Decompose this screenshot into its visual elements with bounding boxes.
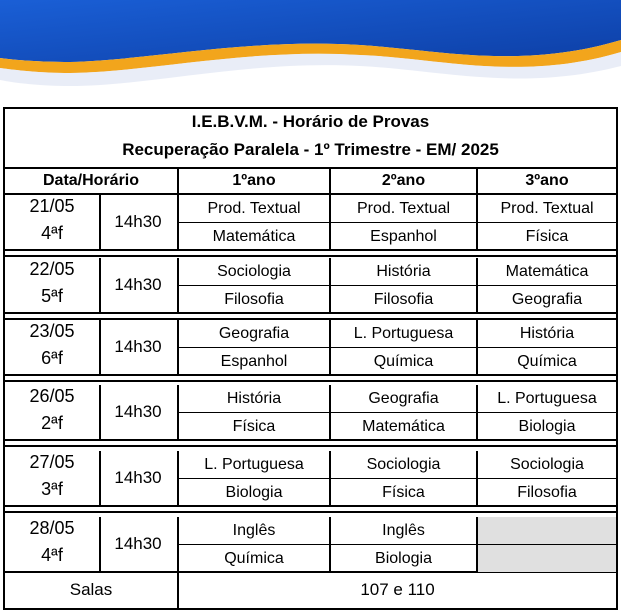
subject-cell: Biologia [518,417,576,435]
subject-cell: Biologia [225,483,283,501]
date-cell [5,385,99,439]
row-gap [5,507,616,513]
subject-cell: Inglês [232,521,276,539]
rooms-label: Salas [69,579,113,599]
time-cell: 14h30 [114,337,162,356]
row-gap [5,441,616,447]
date-cell [5,258,99,312]
subject-cell: Sociologia [510,455,584,473]
subject-cell: Filosofia [373,290,434,308]
subject-cell: Geografia [368,389,439,407]
time-cell: 14h30 [114,402,162,421]
header-date-time: Data/Horário [42,172,140,189]
subject-cell [478,545,616,572]
subject-cell: Física [525,227,569,245]
document-subtitle: Recuperação Paralela - 1º Trimestre - EM/ 2025 [122,140,499,159]
subject-cell: Sociologia [217,262,291,280]
date-text: 22/05 [29,259,75,279]
subject-cell: Matemática [212,227,296,245]
subject-cell: História [226,389,282,407]
schedule-row [5,320,616,376]
weekday-text: 4ªf [41,223,63,243]
header-wave-banner [0,0,621,112]
date-text: 23/05 [29,321,75,341]
date-text: 21/05 [29,196,75,216]
subject-cell: Matemática [505,262,589,280]
subject-cell: Filosofia [517,483,577,501]
subject-cell: Química [517,352,577,370]
date-text: 26/05 [29,386,75,406]
rooms-value: 107 e 110 [360,579,435,599]
schedule-row [5,195,616,251]
footer-row [5,571,616,608]
subject-cell: L. Portuguesa [353,324,454,342]
subject-cell: Inglês [382,521,425,539]
subject-cell: Espanhol [370,227,437,245]
time-cell: 14h30 [114,275,162,294]
subject-cell: Física [382,483,425,501]
subject-cell: L. Portuguesa [204,455,304,473]
subject-cell: Matemática [362,417,445,435]
date-cell [5,195,99,249]
row-gap [5,251,616,257]
weekday-text: 2ªf [41,413,63,433]
subject-cell: Sociologia [366,455,441,473]
subject-cell: Espanhol [220,352,288,370]
time-cell: 14h30 [114,212,162,231]
document-title: I.E.B.V.M. - Horário de Provas [191,112,430,131]
subject-cell: História [519,324,575,342]
subject-cell: L. Portuguesa [497,389,597,407]
subject-cell: Prod. Textual [207,199,301,217]
schedule-row [5,451,616,507]
subject-cell: Geografia [218,324,290,342]
subject-cell [478,517,616,544]
schedule-row [5,258,616,314]
subject-cell: Física [232,417,276,435]
date-text: 27/05 [29,452,75,472]
subject-cell: Filosofia [224,290,284,308]
subject-cell: Geografia [511,290,583,308]
schedule-row [5,517,616,573]
header-1ano: 1ºano [232,172,276,189]
header-2ano: 2ºano [381,172,426,189]
table-header [5,167,616,195]
date-cell [5,320,99,374]
row-gap [5,376,616,382]
time-cell: 14h30 [114,534,162,553]
schedule-row [5,385,616,441]
exam-schedule-table [3,107,618,610]
subject-cell: Prod. Textual [500,199,594,217]
weekday-text: 4ªf [41,545,63,565]
time-cell: 14h30 [114,468,162,487]
subject-cell: Química [224,549,284,567]
weekday-text: 5ªf [41,286,63,306]
subject-cell: Biologia [375,549,432,567]
weekday-text: 3ªf [41,479,63,499]
subject-cell: Química [373,352,434,370]
header-3ano: 3ºano [525,172,569,189]
date-cell [5,517,99,571]
subject-cell: Prod. Textual [356,199,451,217]
weekday-text: 6ªf [41,348,63,368]
date-text: 28/05 [29,518,75,538]
subject-cell: História [376,262,431,280]
date-cell [5,451,99,505]
